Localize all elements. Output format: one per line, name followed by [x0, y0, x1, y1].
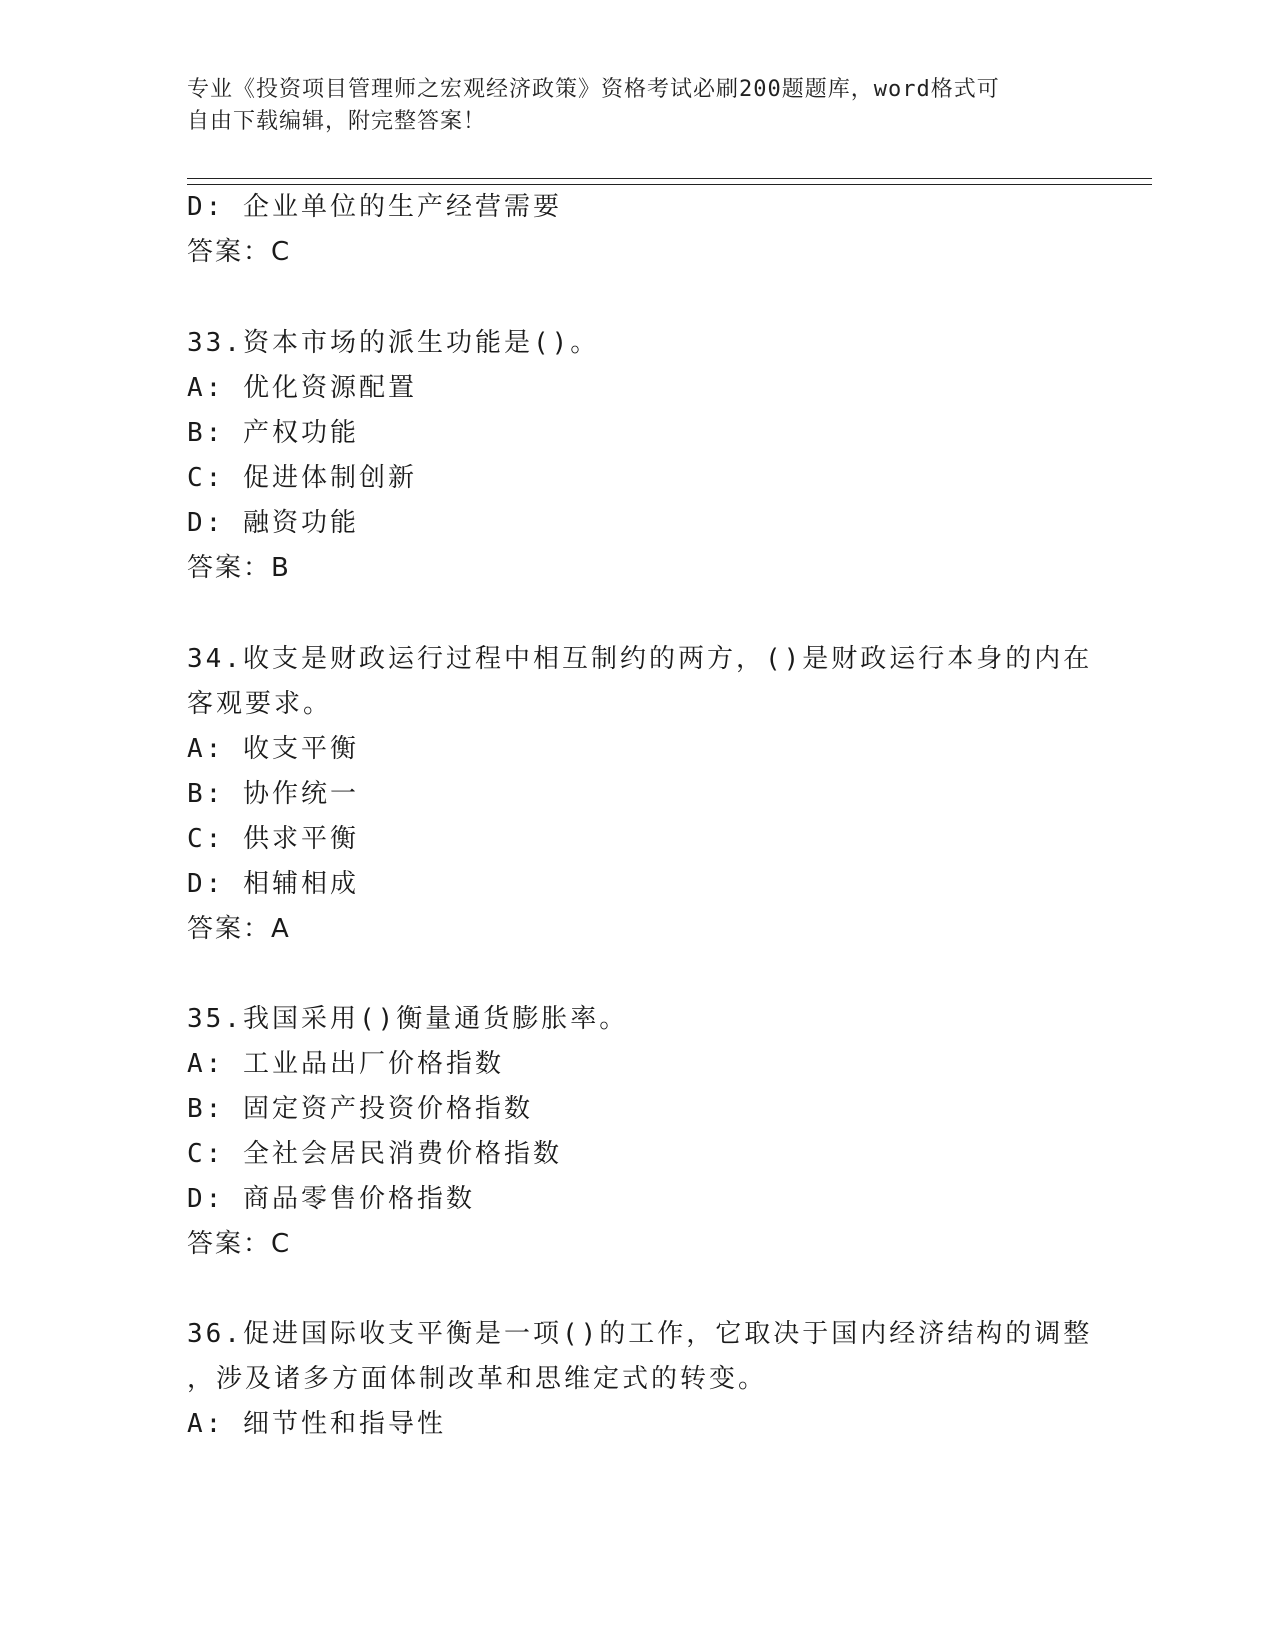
prev-answer: 答案：C — [187, 237, 292, 267]
q33-option-c: C: 促进体制创新 — [187, 463, 417, 493]
header-rule-top — [187, 178, 1152, 179]
header-rule-bottom — [187, 184, 1152, 185]
q35-option-d: D: 商品零售价格指数 — [187, 1184, 475, 1214]
q33-option-a: A: 优化资源配置 — [187, 373, 417, 403]
q34-answer: 答案：A — [187, 914, 291, 944]
q34-option-a: A: 收支平衡 — [187, 734, 359, 764]
q36-option-a: A: 细节性和指导性 — [187, 1409, 446, 1439]
q33-option-b: B: 产权功能 — [187, 418, 359, 448]
q36-stem-line2: ，涉及诸多方面体制改革和思维定式的转变。 — [187, 1364, 768, 1394]
header-line-1: 专业《投资项目管理师之宏观经济政策》资格考试必刷200题题库，word格式可 — [187, 77, 1000, 102]
q35-option-c: C: 全社会居民消费价格指数 — [187, 1139, 562, 1169]
prev-option-d: D: 企业单位的生产经营需要 — [187, 192, 562, 222]
q34-option-b: B: 协作统一 — [187, 779, 359, 809]
q33-answer: 答案：B — [187, 553, 291, 583]
q35-stem: 35.我国采用()衡量通货膨胀率。 — [187, 1004, 629, 1034]
q33-option-d: D: 融资功能 — [187, 508, 359, 538]
q34-option-d: D: 相辅相成 — [187, 869, 359, 899]
q34-stem-line1: 34.收支是财政运行过程中相互制约的两方，()是财政运行本身的内在 — [187, 644, 1093, 674]
q33-stem: 33.资本市场的派生功能是()。 — [187, 328, 600, 358]
q34-option-c: C: 供求平衡 — [187, 824, 359, 854]
q34-stem-line2: 客观要求。 — [187, 689, 333, 719]
q36-stem-line1: 36.促进国际收支平衡是一项()的工作，它取决于国内经济结构的调整 — [187, 1319, 1093, 1349]
document-header — [187, 74, 1087, 138]
q35-option-a: A: 工业品出厂价格指数 — [187, 1049, 504, 1079]
q35-answer: 答案：C — [187, 1229, 292, 1259]
q35-option-b: B: 固定资产投资价格指数 — [187, 1094, 533, 1124]
header-line-2: 自由下载编辑，附完整答案！ — [187, 109, 487, 134]
